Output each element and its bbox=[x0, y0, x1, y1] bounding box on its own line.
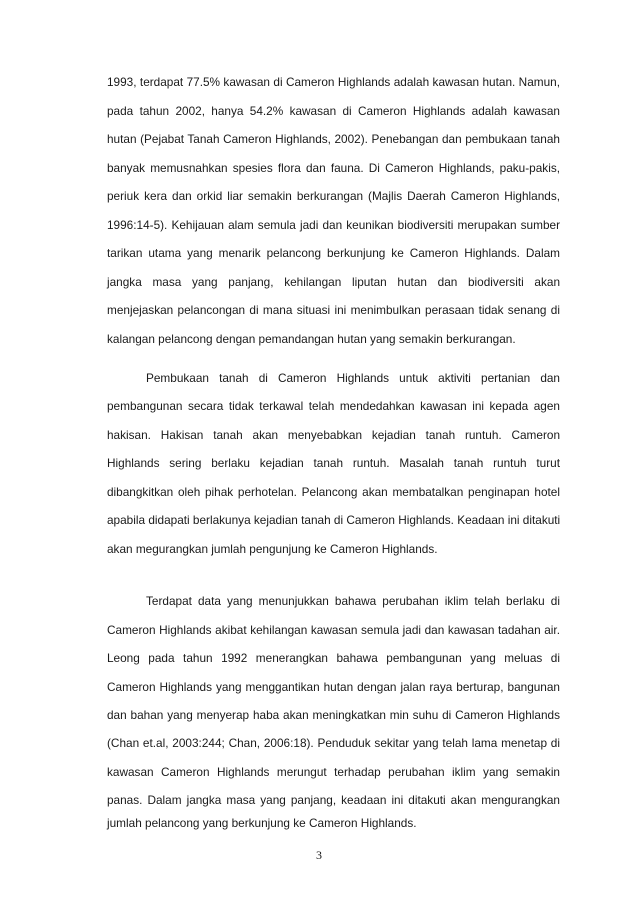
text-line: jangka masa yang panjang, kehilangan liputan hutan dan biodiversiti akan bbox=[107, 275, 560, 289]
text-line: Cameron Highlands yang menggantikan hutan dengan jalan raya berturap, bangunan bbox=[107, 680, 560, 694]
text-line: jumlah pelancong yang berkunjung ke Cameron Highlands. bbox=[107, 816, 417, 830]
text-line: hutan (Pejabat Tanah Cameron Highlands, 2002). Penebangan dan pembukaan tanah bbox=[107, 132, 560, 146]
text-line: (Chan et.al, 2003:244; Chan, 2006:18). Penduduk sekitar yang telah lama menetap di bbox=[107, 736, 560, 750]
text-line: hakisan. Hakisan tanah akan menyebabkan kejadian tanah runtuh. Cameron bbox=[107, 428, 560, 442]
text-line: Cameron Highlands akibat kehilangan kawasan semula jadi dan kawasan tadahan air. bbox=[107, 623, 560, 637]
text-line: Leong pada tahun 1992 menerangkan bahawa pembangunan yang meluas di bbox=[107, 651, 560, 665]
text-line: pembangunan secara tidak terkawal telah mendedahkan kawasan ini kepada agen bbox=[107, 399, 560, 413]
text-line: banyak memusnahkan spesies flora dan fauna. Di Cameron Highlands, paku-pakis, bbox=[107, 161, 560, 175]
page-number: 3 bbox=[316, 848, 322, 862]
text-line: periuk kera dan orkid liar semakin berkurangan (Majlis Daerah Cameron Highlands, bbox=[107, 189, 560, 203]
text-line: dan bahan yang menyerap haba akan meningkatkan min suhu di Cameron Highlands bbox=[107, 708, 560, 722]
text-line: 1996:14-5). Kehijauan alam semula jadi dan keunikan biodiversiti merupakan sumber bbox=[107, 218, 560, 232]
text-line: apabila didapati berlakunya kejadian tanah di Cameron Highlands. Keadaan ini ditakuti bbox=[107, 513, 561, 527]
text-line: Pembukaan tanah di Cameron Highlands untuk aktiviti pertanian dan bbox=[146, 371, 560, 385]
text-line: menjejaskan pelancongan di mana situasi ini menimbulkan perasaan tidak senang di bbox=[107, 303, 560, 317]
text-line: Highlands sering berlaku kejadian tanah runtuh. Masalah tanah runtuh turut bbox=[107, 456, 560, 470]
text-line: 1993, terdapat 77.5% kawasan di Cameron Highlands adalah kawasan hutan. Namun, bbox=[107, 75, 560, 89]
text-line: dibangkitkan oleh pihak perhotelan. Pelancong akan membatalkan penginapan hotel bbox=[107, 485, 560, 499]
text-line: kalangan pelancong dengan pemandangan hutan yang semakin berkurangan. bbox=[107, 332, 516, 346]
text-line: Terdapat data yang menunjukkan bahawa perubahan iklim telah berlaku di bbox=[146, 594, 560, 608]
text-line: tarikan utama yang menarik pelancong berkunjung ke Cameron Highlands. Dalam bbox=[107, 246, 560, 260]
text-line: kawasan Cameron Highlands merungut terhadap perubahan iklim yang semakin bbox=[107, 765, 560, 779]
text-line: panas. Dalam jangka masa yang panjang, keadaan ini ditakuti akan mengurangkan bbox=[107, 793, 560, 807]
text-line: akan megurangkan jumlah pengunjung ke Cameron Highlands. bbox=[107, 542, 438, 556]
text-line: pada tahun 2002, hanya 54.2% kawasan di Cameron Highlands adalah kawasan bbox=[107, 104, 560, 118]
